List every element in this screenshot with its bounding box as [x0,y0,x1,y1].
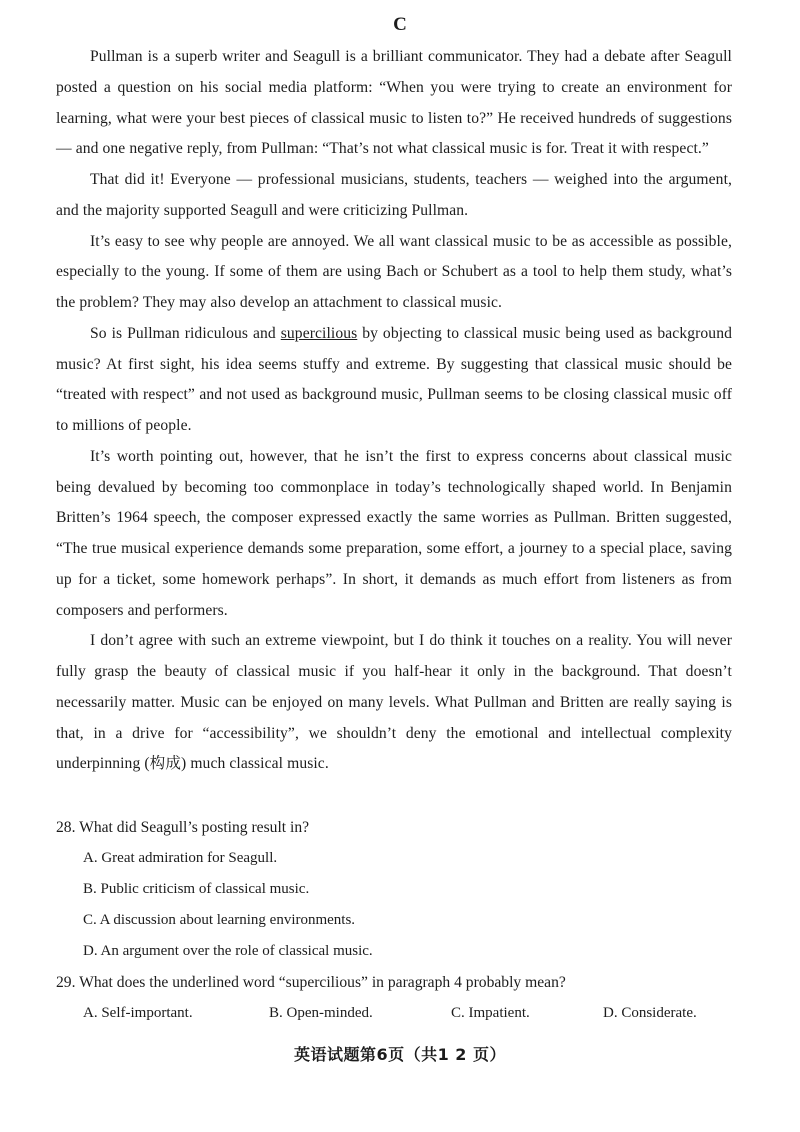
paragraph-1: Pullman is a superb writer and Seagull is a brilliant communicator. They had a debate after Seagull posted a question on his social media platform: “When you were trying to create an environment for learning, what were your best pieces of classical music to listen to?” He received hundreds of suggestions — and one negative reply, from Pullman: “That’s not what classical music is for. Treat it with respect.” [56,48,732,158]
option-a: A. Great admiration for Seagull. [83,850,278,866]
question-stem: 28. What did Seagull’s posting result in? [56,819,310,836]
paragraph-4-end: by objecting to classical music being used as background music? At first sight, his idea seems stuffy and extreme. By suggesting that classical music should be “treated with respect” and not used as background music, Pullman seems to be closing classical music off to millions of people. [56,324,732,434]
section-label: C [393,14,407,35]
option-d: D. Considerate. [603,1005,697,1021]
paragraph-6: I don’t agree with such an extreme viewpoint, but I do think it touches on a reality. You will never fully grasp the beauty of classical music if you half-hear it only in the background. That doesn’t necessarily matter. Music can be enjoyed on many levels. What Pullman and Britten are really saying is that, in a drive for “accessibility”, we shouldn’t deny the emotional and intellectual complexity underpinning (构成) much classical music. [56,632,732,773]
option-c: C. A discussion about learning environments. [83,912,356,928]
question-stem: 29. What does the underlined word “supercilious” in paragraph 4 probably mean? [56,974,566,991]
page-footer: 英语试题第6页（共1 2 页） [293,1045,507,1064]
options-row [56,998,746,1029]
paragraph-4-start: So is Pullman ridiculous and [90,324,281,342]
reading-passage [56,42,732,780]
option-b: B. Public criticism of classical music. [83,881,310,897]
option-d: D. An argument over the role of classical music. [83,943,373,959]
question-list [56,812,746,1029]
paragraph-5: It’s worth pointing out, however, that he isn’t the first to express concerns about classical music being devalued by becoming too commonplace in today’s technologically shaped world. In Benjamin Britten’s 1964 speech, the composer expressed exactly the same worries as Pullman. Britten suggested, “The true musical experience demands some preparation, some effort, a journey to a special place, saving up for a ticket, some homework perhaps”. In short, it demands as much effort from listeners as from composers and performers. [56,447,732,619]
option-c: C. Impatient. [451,1005,530,1021]
question-29 [56,967,746,1029]
paragraph-4 [56,319,732,442]
question-28 [56,812,746,967]
option-a: A. Self-important. [83,1005,193,1021]
paragraph-2: That did it! Everyone — professional musicians, students, teachers — weighed into the argument, and the majority supported Seagull and were criticizing Pullman. [56,171,732,219]
paragraph-3: It’s easy to see why people are annoyed. We all want classical music to be as accessible as possible, especially to the young. If some of them are using Bach or Schubert as a tool to help them study, what’s the problem? They may also develop an attachment to classical music. [56,232,732,311]
underlined-word: supercilious [280,324,358,342]
option-b: B. Open-minded. [269,1005,373,1021]
